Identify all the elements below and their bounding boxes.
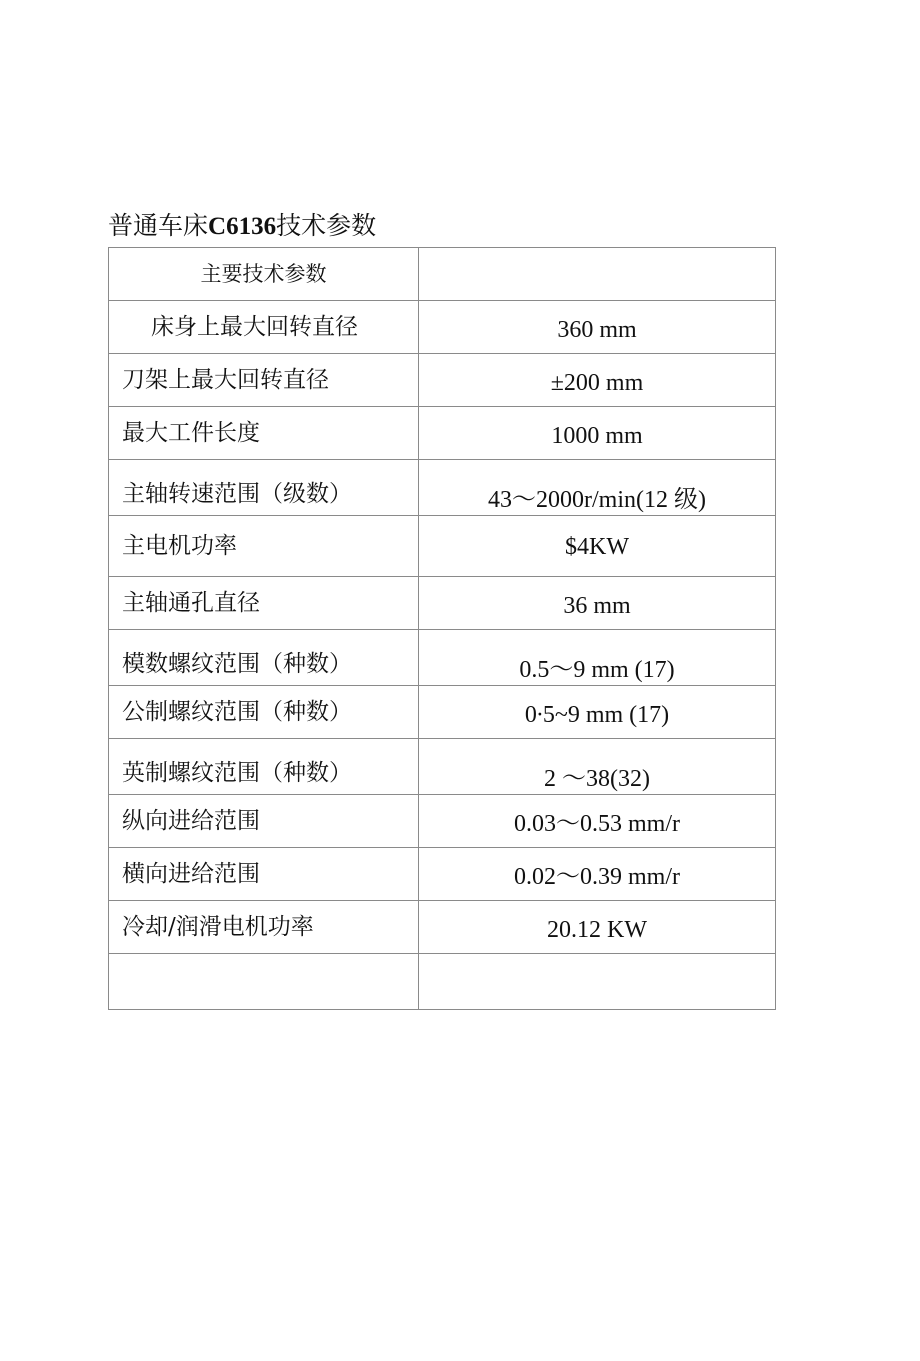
- row-label: 主电机功率: [122, 533, 237, 559]
- row-label: 主轴通孔直径: [122, 590, 260, 616]
- row-label: 最大工件长度: [122, 420, 260, 446]
- row-label: 公制螺纹范围（种数）: [122, 699, 352, 725]
- row-label: 英制螺纹范围（种数）: [122, 760, 352, 786]
- row-label: [109, 954, 418, 974]
- title-prefix: 普通车床: [108, 211, 209, 240]
- label-cell: [109, 795, 419, 848]
- label-cell: [109, 577, 419, 630]
- table-row: [109, 686, 776, 739]
- value-cell: [419, 686, 776, 739]
- value-cell: [419, 954, 776, 1010]
- row-value: 0.02～0.39 mm/r: [514, 864, 680, 890]
- value-cell: [419, 301, 776, 354]
- label-cell: [109, 686, 419, 739]
- table-row: [109, 795, 776, 848]
- table-row: [109, 516, 776, 577]
- value-cell: [419, 354, 776, 407]
- header-value: [419, 248, 775, 263]
- row-label: 床身上最大回转直径: [151, 314, 358, 340]
- value-cell: [419, 460, 776, 516]
- label-cell: [109, 516, 419, 577]
- value-cell: [419, 901, 776, 954]
- row-value: 0∙5~9 mm (17): [524, 702, 670, 728]
- row-value: 360 mm: [557, 317, 637, 343]
- value-cell: [419, 795, 776, 848]
- title-suffix: 技术参数: [276, 211, 377, 240]
- label-cell: [109, 630, 419, 686]
- value-cell: [419, 516, 776, 577]
- table-row: [109, 739, 776, 795]
- label-cell: [109, 848, 419, 901]
- table-row: [109, 407, 776, 460]
- table-row: [109, 577, 776, 630]
- value-cell: [419, 739, 776, 795]
- table-row: [109, 354, 776, 407]
- row-value: $4KW: [565, 534, 629, 560]
- table-row: [109, 901, 776, 954]
- row-value: [419, 954, 775, 980]
- table-row: [109, 848, 776, 901]
- table-row: [109, 460, 776, 516]
- row-value: 0.5～9 mm (17): [519, 657, 675, 683]
- row-value: 20.12 KW: [547, 917, 647, 943]
- label-cell: [109, 739, 419, 795]
- row-label: 冷却/润滑电机功率: [122, 914, 314, 940]
- value-cell: [419, 848, 776, 901]
- label-cell: [109, 460, 419, 516]
- row-value: 1000 mm: [551, 423, 643, 449]
- table-header-row: [109, 248, 776, 301]
- value-cell: [419, 577, 776, 630]
- label-cell: [109, 301, 419, 354]
- row-label: 纵向进给范围: [122, 808, 260, 834]
- label-cell: [109, 354, 419, 407]
- label-cell: [109, 407, 419, 460]
- table-row: [109, 301, 776, 354]
- title-model: C6136: [208, 213, 277, 240]
- row-label: 模数螺纹范围（种数）: [122, 651, 352, 677]
- value-cell: [419, 407, 776, 460]
- header-label: 主要技术参数: [200, 262, 327, 286]
- value-cell: [419, 630, 776, 686]
- table-row-empty: [109, 954, 776, 1010]
- row-value: 0.03～0.53 mm/r: [514, 811, 680, 837]
- row-value: ±200 mm: [550, 370, 644, 396]
- label-cell: [109, 954, 419, 1010]
- row-label: 主轴转速范围（级数）: [122, 481, 352, 507]
- label-cell: [109, 901, 419, 954]
- header-label-cell: [109, 248, 419, 301]
- table-row: [109, 630, 776, 686]
- row-value: 43～2000r/min(12 级): [488, 487, 706, 513]
- row-value: 36 mm: [563, 593, 631, 619]
- document-title: [108, 206, 376, 247]
- row-label: 刀架上最大回转直径: [122, 367, 329, 393]
- header-value-cell: [419, 248, 776, 301]
- parameter-table: [108, 247, 776, 1010]
- row-value: 2 ～38(32): [544, 766, 650, 792]
- row-label: 横向进给范围: [122, 861, 260, 887]
